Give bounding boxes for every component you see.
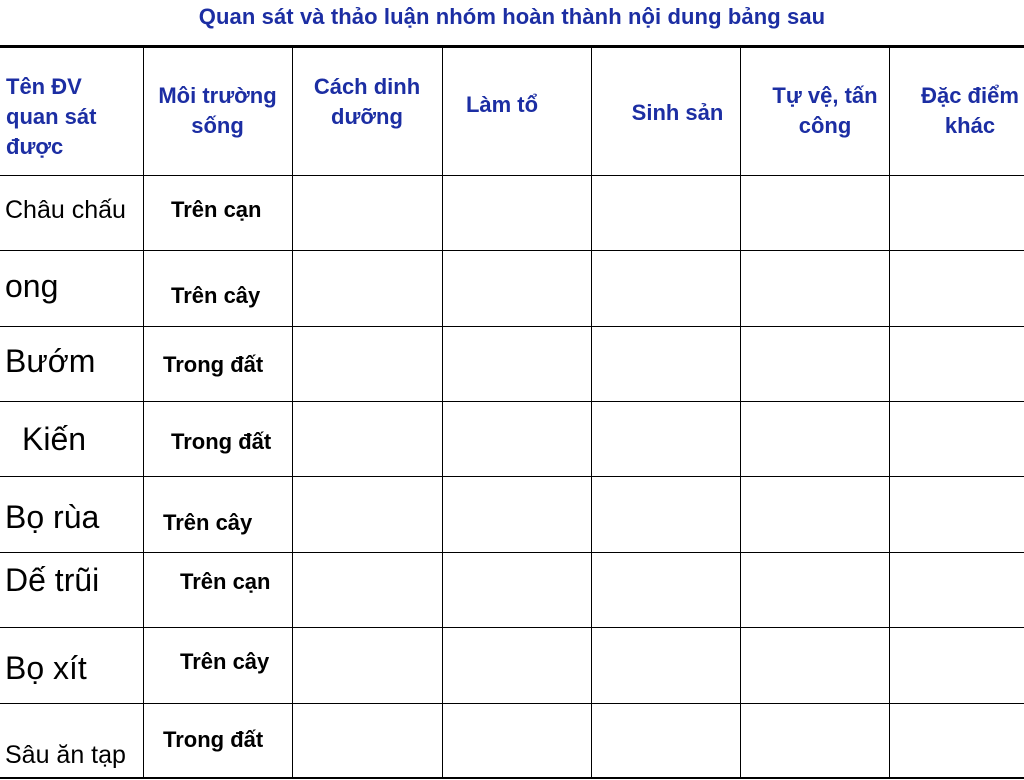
habitat-value: Trên cây [171,283,261,308]
column-rule [143,45,144,779]
column-rule [292,45,293,779]
row-rule [0,250,1024,251]
animal-name: Bọ rùa [5,499,100,535]
table-top-rule [0,45,1024,48]
page-title: Quan sát và thảo luận nhóm hoàn thành nội dung bảng sau [198,4,826,29]
habitat-value: Trên cây [163,510,253,535]
animal-name: Bướm [5,343,96,379]
row-rule [0,552,1024,553]
habitat-value: Trên cạn [171,197,262,222]
row-rule [0,175,1024,176]
animal-name: Sâu ăn tạp [5,741,126,769]
row-rule [0,627,1024,628]
animal-name: ong [5,268,59,304]
row-rule [0,476,1024,477]
header-reproduction: Sinh sản [631,100,724,125]
row-rule [0,703,1024,704]
header-other-features: Đặc điểm khác [921,83,1019,138]
habitat-value: Trong đất [171,429,272,454]
header-nutrition: Cách dinh dưỡng [313,74,421,129]
habitat-value: Trong đất [163,727,264,752]
column-rule [740,45,741,779]
animal-name: Kiến [22,421,87,457]
animal-name: Châu chấu [5,196,126,224]
header-animal-name: Tên ĐV quan sát được [6,74,97,159]
header-defense: Tự vệ, tấn công [772,83,878,138]
habitat-value: Trên cạn [180,569,271,594]
animal-name: Dế trũi [5,562,100,598]
column-rule [591,45,592,779]
header-habitat: Môi trường sống [158,83,277,138]
column-rule [442,45,443,779]
row-rule [0,326,1024,327]
animal-name: Bọ xít [5,650,87,686]
column-rule [889,45,890,779]
table-bottom-rule [0,777,1024,779]
row-rule [0,401,1024,402]
habitat-value: Trong đất [163,352,264,377]
habitat-value: Trên cây [180,649,270,674]
header-nesting: Làm tổ [465,92,539,117]
